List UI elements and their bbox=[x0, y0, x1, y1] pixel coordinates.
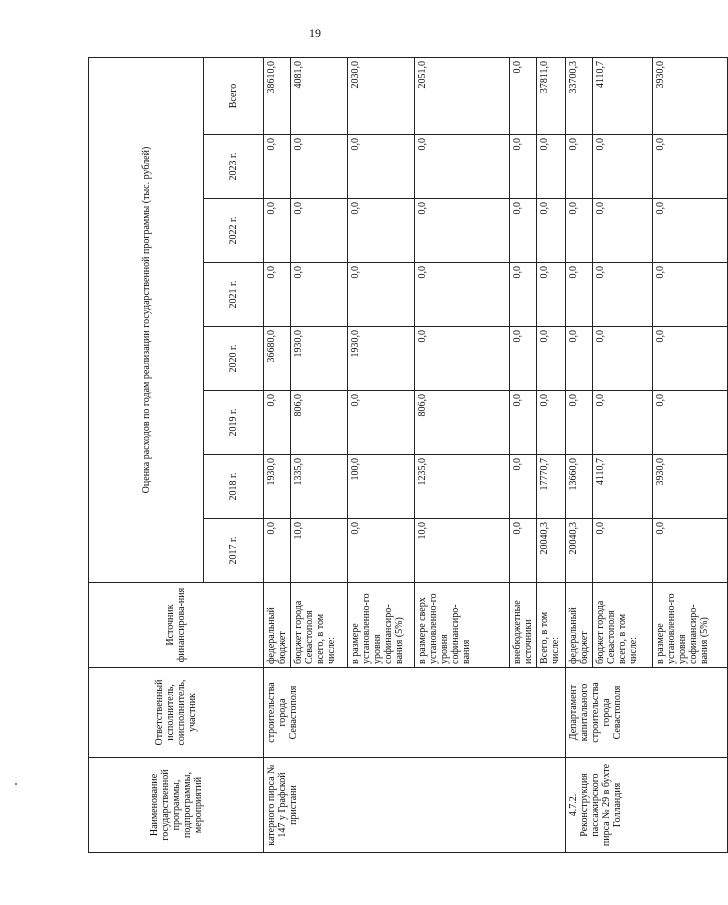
total-cell: 4110,7 bbox=[593, 58, 653, 135]
header-year: 2019 г. bbox=[204, 391, 264, 455]
funding-source: бюджет города Севастополя всего, в том числе: bbox=[593, 583, 653, 668]
value-cell: 0,0 bbox=[653, 391, 728, 455]
funding-source: федеральный бюджет bbox=[264, 583, 291, 668]
value-cell: 0,0 bbox=[537, 263, 566, 327]
value-cell: 1930,0 bbox=[264, 455, 291, 519]
value-cell: 0,0 bbox=[264, 263, 291, 327]
rotated-table-container bbox=[88, 58, 710, 853]
value-cell: 0,0 bbox=[415, 327, 510, 391]
total-cell: 3930,0 bbox=[653, 58, 728, 135]
value-cell: 0,0 bbox=[593, 327, 653, 391]
value-cell: 0,0 bbox=[291, 263, 348, 327]
funding-source: в размере сверх установленно-го уровня софинансиро-вания bbox=[415, 583, 510, 668]
value-cell: 0,0 bbox=[653, 327, 728, 391]
value-cell: 0,0 bbox=[264, 135, 291, 199]
value-cell: 0,0 bbox=[510, 455, 537, 519]
value-cell: 0,0 bbox=[264, 199, 291, 263]
funding-source: федеральный бюджет bbox=[566, 583, 593, 668]
funding-source: в размере установленно-го уровня софинансиро-вания (5%) bbox=[348, 583, 415, 668]
value-cell: 0,0 bbox=[291, 199, 348, 263]
total-cell: 37811,0 bbox=[537, 58, 566, 135]
header-year: 2022 г. bbox=[204, 199, 264, 263]
value-cell: 0,0 bbox=[348, 391, 415, 455]
value-cell: 0,0 bbox=[653, 135, 728, 199]
value-cell: 0,0 bbox=[537, 135, 566, 199]
measure-name: катерного пирса № 147 у Графской пристани bbox=[264, 758, 566, 853]
value-cell: 13660,0 bbox=[566, 455, 593, 519]
value-cell: 0,0 bbox=[264, 391, 291, 455]
value-cell: 0,0 bbox=[291, 135, 348, 199]
value-cell: 0,0 bbox=[415, 199, 510, 263]
value-cell: 0,0 bbox=[348, 519, 415, 583]
funding-source: Всего, в том числе: bbox=[537, 583, 566, 668]
value-cell: 1235,0 bbox=[415, 455, 510, 519]
total-cell: 0,0 bbox=[510, 58, 537, 135]
value-cell: 0,0 bbox=[264, 519, 291, 583]
funding-source: бюджет города Севастополя всего, в том числе: bbox=[291, 583, 348, 668]
header-year: 2017 г. bbox=[204, 519, 264, 583]
value-cell: 10,0 bbox=[415, 519, 510, 583]
value-cell: 0,0 bbox=[537, 327, 566, 391]
value-cell: 0,0 bbox=[510, 263, 537, 327]
funding-source: внебюджетные источники bbox=[510, 583, 537, 668]
value-cell: 0,0 bbox=[415, 135, 510, 199]
value-cell: 100,0 bbox=[348, 455, 415, 519]
header-year: 2018 г. bbox=[204, 455, 264, 519]
value-cell: 0,0 bbox=[510, 391, 537, 455]
value-cell: 0,0 bbox=[593, 135, 653, 199]
header-estimate: Оценка расходов по годам реализации государственной программы (тыс. рублей) bbox=[89, 58, 204, 583]
value-cell: 1930,0 bbox=[348, 327, 415, 391]
value-cell: 1335,0 bbox=[291, 455, 348, 519]
responsible-executor: Департамент капитального строительства города Севастополя bbox=[566, 668, 728, 758]
header-responsible: Ответственный исполнитель, соисполнитель, участник bbox=[89, 668, 264, 758]
value-cell: 0,0 bbox=[566, 135, 593, 199]
total-cell: 4081,0 bbox=[291, 58, 348, 135]
value-cell: 10,0 bbox=[291, 519, 348, 583]
value-cell: 0,0 bbox=[348, 263, 415, 327]
measure-name: 4.7.2. Реконструкция пассажирского пирса № 29 в бухте Голландия bbox=[566, 758, 728, 853]
value-cell: 806,0 bbox=[291, 391, 348, 455]
header-year: 2023 г. bbox=[204, 135, 264, 199]
value-cell: 0,0 bbox=[510, 327, 537, 391]
value-cell: 20040,3 bbox=[537, 519, 566, 583]
value-cell: 0,0 bbox=[653, 519, 728, 583]
total-cell: 33700,3 bbox=[566, 58, 593, 135]
value-cell: 0,0 bbox=[653, 263, 728, 327]
header-total: Всего bbox=[204, 58, 264, 135]
total-cell: 38610,0 bbox=[264, 58, 291, 135]
total-cell: 2030,0 bbox=[348, 58, 415, 135]
value-cell: 0,0 bbox=[653, 199, 728, 263]
funding-source: в размере установленно-го уровня софинансиро-вания (5%) bbox=[653, 583, 728, 668]
value-cell: 0,0 bbox=[566, 263, 593, 327]
value-cell: 17770,7 bbox=[537, 455, 566, 519]
value-cell: 0,0 bbox=[593, 519, 653, 583]
header-name: Наименование государственной программы, подпрограммы, мероприятий bbox=[89, 758, 264, 853]
value-cell: 0,0 bbox=[593, 263, 653, 327]
value-cell: 1930,0 bbox=[291, 327, 348, 391]
value-cell: 0,0 bbox=[510, 519, 537, 583]
value-cell: 0,0 bbox=[593, 199, 653, 263]
value-cell: 0,0 bbox=[566, 199, 593, 263]
value-cell: 0,0 bbox=[537, 391, 566, 455]
table-row bbox=[264, 58, 291, 853]
table-row bbox=[566, 58, 593, 853]
value-cell: 806,0 bbox=[415, 391, 510, 455]
total-cell: 2051,0 bbox=[415, 58, 510, 135]
page-number: 19 bbox=[309, 26, 321, 40]
stray-mark bbox=[15, 783, 17, 785]
value-cell: 0,0 bbox=[348, 135, 415, 199]
funding-table bbox=[88, 57, 728, 853]
value-cell: 3930,0 bbox=[653, 455, 728, 519]
value-cell: 0,0 bbox=[348, 199, 415, 263]
value-cell: 0,0 bbox=[566, 391, 593, 455]
header-year: 2021 г. bbox=[204, 263, 264, 327]
value-cell: 4110,7 bbox=[593, 455, 653, 519]
value-cell: 0,0 bbox=[566, 327, 593, 391]
header-source: Источник финансирова-ния bbox=[89, 583, 264, 668]
responsible-executor: строительства города Севастополя bbox=[264, 668, 566, 758]
header-year: 2020 г. bbox=[204, 327, 264, 391]
value-cell: 36680,0 bbox=[264, 327, 291, 391]
value-cell: 0,0 bbox=[510, 199, 537, 263]
value-cell: 0,0 bbox=[537, 199, 566, 263]
value-cell: 20040,3 bbox=[566, 519, 593, 583]
value-cell: 0,0 bbox=[593, 391, 653, 455]
value-cell: 0,0 bbox=[415, 263, 510, 327]
value-cell: 0,0 bbox=[510, 135, 537, 199]
